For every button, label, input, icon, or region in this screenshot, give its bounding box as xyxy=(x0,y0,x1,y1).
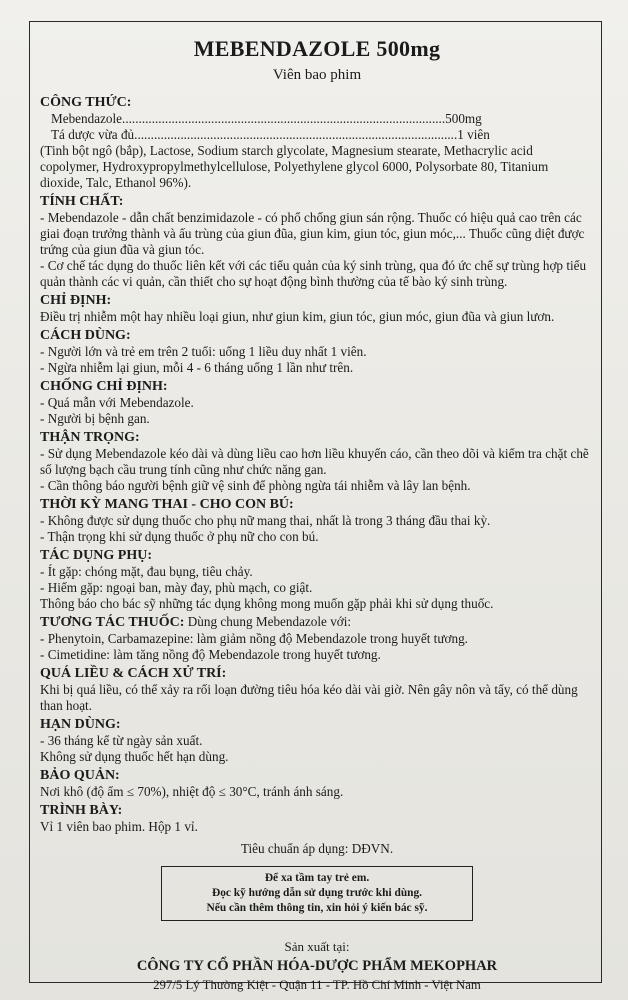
composition-heading: CÔNG THỨC: xyxy=(40,95,132,110)
dot-leader: .................................................................................................. xyxy=(122,111,446,126)
expiry-heading: HẠN DÙNG: xyxy=(40,717,121,732)
side-effects-note: Thông báo cho bác sỹ những tác dụng không mong muốn gặp phải khi sử dụng thuốc. xyxy=(40,596,494,611)
applied-standard: Tiêu chuẩn áp dụng: DĐVN. xyxy=(240,841,394,856)
properties-line: - Cơ chế tác dụng do thuốc liên kết với các tiểu quản của ký sinh trùng, qua đó ức chế sự trùng hợp tiểu quản thành các vi quản, cần thiết cho sự hoạt động bình thường của tế bào ký sinh trùng. xyxy=(40,258,587,289)
contraindications-line: - Quá mẫn với Mebendazole. xyxy=(40,395,194,410)
manufacturer-name: CÔNG TY CỔ PHẦN HÓA-DƯỢC PHẨM MEKOPHAR xyxy=(136,958,498,974)
side-effects-heading: TÁC DỤNG PHỤ: xyxy=(40,548,152,563)
indications-heading: CHỈ ĐỊNH: xyxy=(40,293,112,308)
ingredient-name: Tá dược vừa đủ xyxy=(51,127,135,142)
interactions-heading-row xyxy=(40,614,594,631)
precautions-heading: THẬN TRỌNG: xyxy=(40,430,140,445)
pregnancy-heading: THỜI KỲ MANG THAI - CHO CON BÚ: xyxy=(40,497,294,512)
indications-line: Điều trị nhiễm một hay nhiều loại giun, như giun kim, giun tóc, giun móc, giun đũa và giun lươn. xyxy=(40,309,555,324)
composition-row xyxy=(40,111,482,127)
expiry-line: - 36 tháng kể từ ngày sản xuất. xyxy=(40,733,203,748)
excipients-text: (Tinh bột ngô (bắp), Lactose, Sodium starch glycolate, Magnesium stearate, Methacrylic acid copolymer, Hydroxypropylmethylcellulose, Polyethylene glycol 6000, Polysorbate 80, Titanium dioxide, Talc, Ethanol 96%). xyxy=(40,143,549,190)
interactions-line: - Phenytoin, Carbamazepine: làm giảm nồng độ Mebendazole trong huyết tương. xyxy=(40,631,468,646)
contraindications-line: - Người bị bệnh gan. xyxy=(40,411,150,426)
interactions-line: - Cimetidine: làm tăng nồng độ Mebendazole trong huyết tương. xyxy=(40,647,381,662)
presentation-line: Vỉ 1 viên bao phim. Hộp 1 vỉ. xyxy=(40,819,198,834)
warning-line: Nếu cần thêm thông tin, xin hỏi ý kiến bác sỹ. xyxy=(206,902,428,914)
interactions-heading: TƯƠNG TÁC THUỐC: xyxy=(40,615,185,630)
precautions-line: - Sử dụng Mebendazole kéo dài và dùng liều cao hơn liều khuyến cáo, cần theo dõi và kiểm tra chặt chẽ số lượng bạch cầu trung tính cũng như chức năng gan. xyxy=(40,446,589,477)
presentation-heading: TRÌNH BÀY: xyxy=(40,803,123,818)
dosage-heading: CÁCH DÙNG: xyxy=(40,328,131,343)
warning-box xyxy=(161,866,473,921)
ingredient-amount: 500mg xyxy=(445,111,482,126)
warning-line: Để xa tầm tay trẻ em. xyxy=(264,872,370,884)
properties-heading: TÍNH CHẤT: xyxy=(40,194,124,209)
pregnancy-line: - Thận trọng khi sử dụng thuốc ở phụ nữ cho con bú. xyxy=(40,529,319,544)
contraindications-heading: CHỐNG CHỈ ĐỊNH: xyxy=(40,379,168,394)
warning-line: Đọc kỹ hướng dẫn sử dụng trước khi dùng. xyxy=(211,887,423,899)
side-effects-line: - Hiếm gặp: ngoại ban, mày đay, phù mạch, co giật. xyxy=(40,580,313,595)
ingredient-name: Mebendazole xyxy=(51,111,123,126)
pregnancy-line: - Không được sử dụng thuốc cho phụ nữ mang thai, nhất là trong 3 tháng đầu thai kỳ. xyxy=(40,513,491,528)
manufacturer-label: Sản xuất tại: xyxy=(284,939,350,954)
composition-row xyxy=(40,127,490,143)
ingredient-amount: 1 viên xyxy=(457,127,490,142)
precautions-line: - Cần thông báo người bệnh giữ vệ sinh để phòng ngừa tái nhiễm và lây lan bệnh. xyxy=(40,478,471,493)
manufacturer-address: 297/5 Lý Thường Kiệt - Quận 11 - TP. Hồ Chí Minh - Việt Nam xyxy=(153,978,481,992)
storage-heading: BẢO QUẢN: xyxy=(40,768,120,783)
expiry-line: Không sử dụng thuốc hết hạn dùng. xyxy=(40,749,229,764)
dosage-line: - Người lớn và trẻ em trên 2 tuổi: uống 1 liều duy nhất 1 viên. xyxy=(40,344,367,359)
storage-line: Nơi khô (độ ẩm ≤ 70%), nhiệt độ ≤ 30°C, tránh ánh sáng. xyxy=(40,784,344,799)
overdose-line: Khi bị quá liều, có thể xảy ra rối loạn đường tiêu hóa kéo dài vài giờ. Nên gây nôn và tẩy, có thể dùng than hoạt. xyxy=(40,682,578,713)
properties-line: - Mebendazole - dẫn chất benzimidazole - có phổ chống giun sán rộng. Thuốc có hiệu quả cao trên các giai đoạn trưởng thành và ấu trùng của giun đũa, giun kim, giun tóc, giun móc,... Thuốc cũng diệt được trứng của giun đũa và giun tóc. xyxy=(40,210,585,257)
dot-leader: .................................................................................................. xyxy=(134,127,458,142)
product-title: MEBENDAZOLE 500mg xyxy=(193,36,441,61)
leaflet-content xyxy=(40,30,594,993)
overdose-heading: QUÁ LIỀU & CÁCH XỬ TRÍ: xyxy=(40,666,227,681)
interactions-intro: Dùng chung Mebendazole với: xyxy=(184,614,352,629)
product-form: Viên bao phim xyxy=(272,67,362,83)
side-effects-line: - Ít gặp: chóng mặt, đau bụng, tiêu chảy. xyxy=(40,564,253,579)
dosage-line: - Ngừa nhiễm lại giun, mỗi 4 - 6 tháng uống 1 lần như trên. xyxy=(40,360,354,375)
